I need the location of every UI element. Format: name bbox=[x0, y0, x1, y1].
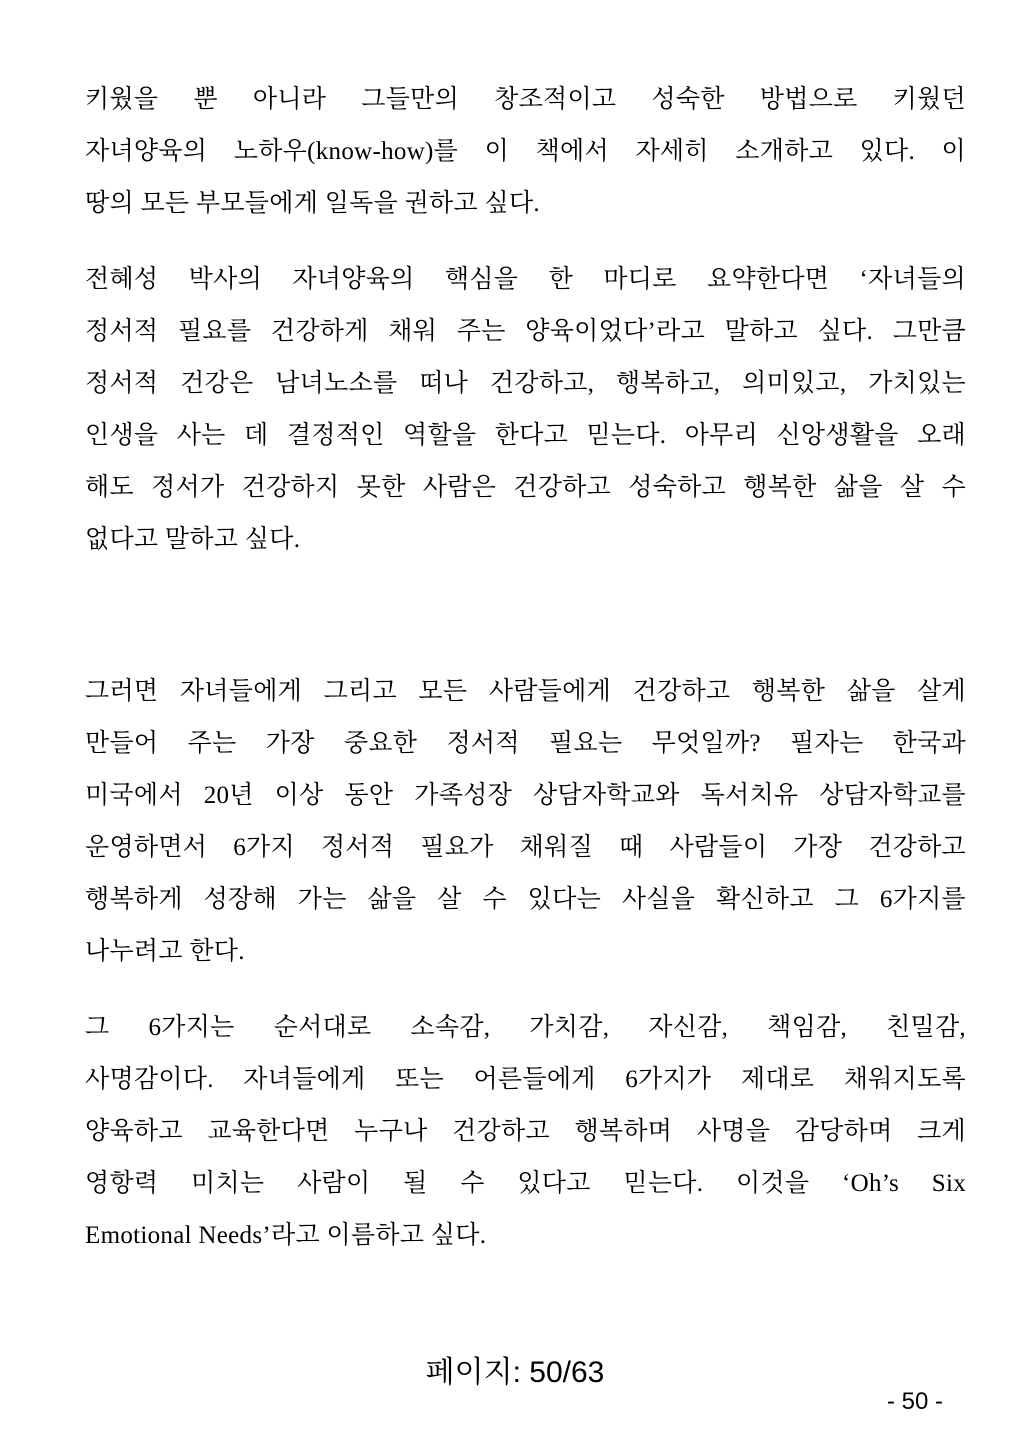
text-line: 없다고 말하고 싶다. bbox=[85, 526, 301, 553]
text-line: 그러면 자녀들에게 그리고 모든 사람들에게 건강하고 행복한 삶을 살게 bbox=[85, 678, 966, 705]
text-line bbox=[85, 590, 966, 642]
text-line: 영항력 미치는 사람이 될 수 있다고 믿는다. 이것을 ‘Oh’s Six bbox=[85, 1170, 966, 1197]
paragraph bbox=[85, 666, 966, 978]
text-line: 그 6가지는 순서대로 소속감, 가치감, 자신감, 책임감, 친밀감, bbox=[85, 1014, 966, 1041]
text-line: 키웠을 뿐 아니라 그들만의 창조적이고 성숙한 방법으로 키웠던 bbox=[85, 86, 966, 113]
text-line: 인생을 사는 데 결정적인 역할을 한다고 믿는다. 아무리 신앙생활을 오래 bbox=[85, 422, 966, 449]
paragraph bbox=[85, 254, 966, 566]
footer-page-number: - 50 - bbox=[886, 1388, 943, 1415]
paragraph bbox=[85, 1002, 966, 1262]
text-line: 미국에서 20년 이상 동안 가족성장 상담자학교와 독서치유 상담자학교를 bbox=[85, 782, 966, 809]
text-line: 정서적 필요를 건강하게 채워 주는 양육이었다’라고 말하고 싶다. 그만큼 bbox=[85, 318, 966, 345]
text-line: 사명감이다. 자녀들에게 또는 어른들에게 6가지가 제대로 채워지도록 bbox=[85, 1066, 966, 1093]
text-line: 만들어 주는 가장 중요한 정서적 필요는 무엇일까? 필자는 한국과 bbox=[85, 730, 966, 757]
text-line: 행복하게 성장해 가는 삶을 살 수 있다는 사실을 확신하고 그 6가지를 bbox=[85, 886, 966, 913]
paragraph bbox=[85, 74, 966, 230]
text-line: 운영하면서 6가지 정서적 필요가 채워질 때 사람들이 가장 건강하고 bbox=[85, 834, 966, 861]
text-line: 땅의 모든 부모들에게 일독을 권하고 싶다. bbox=[85, 190, 540, 217]
text-line: Emotional Needs’라고 이름하고 싶다. bbox=[85, 1222, 487, 1249]
text-line: 전혜성 박사의 자녀양육의 핵심을 한 마디로 요약한다면 ‘자녀들의 bbox=[85, 266, 966, 293]
document-body bbox=[85, 74, 966, 1286]
text-line: 정서적 건강은 남녀노소를 떠나 건강하고, 행복하고, 의미있고, 가치있는 bbox=[85, 370, 966, 397]
text-line: 해도 정서가 건강하지 못한 사람은 건강하고 성숙하고 행복한 삶을 살 수 bbox=[85, 474, 966, 501]
text-line: 양육하고 교육한다면 누구나 건강하고 행복하며 사명을 감당하며 크게 bbox=[85, 1118, 966, 1145]
text-line: 자녀양육의 노하우(know-how)를 이 책에서 자세히 소개하고 있다. 이 bbox=[85, 138, 966, 165]
text-line: 나누려고 한다. bbox=[85, 938, 245, 965]
paragraph bbox=[85, 590, 966, 642]
footer-page-indicator: 페이지: 50/63 bbox=[425, 1356, 605, 1389]
